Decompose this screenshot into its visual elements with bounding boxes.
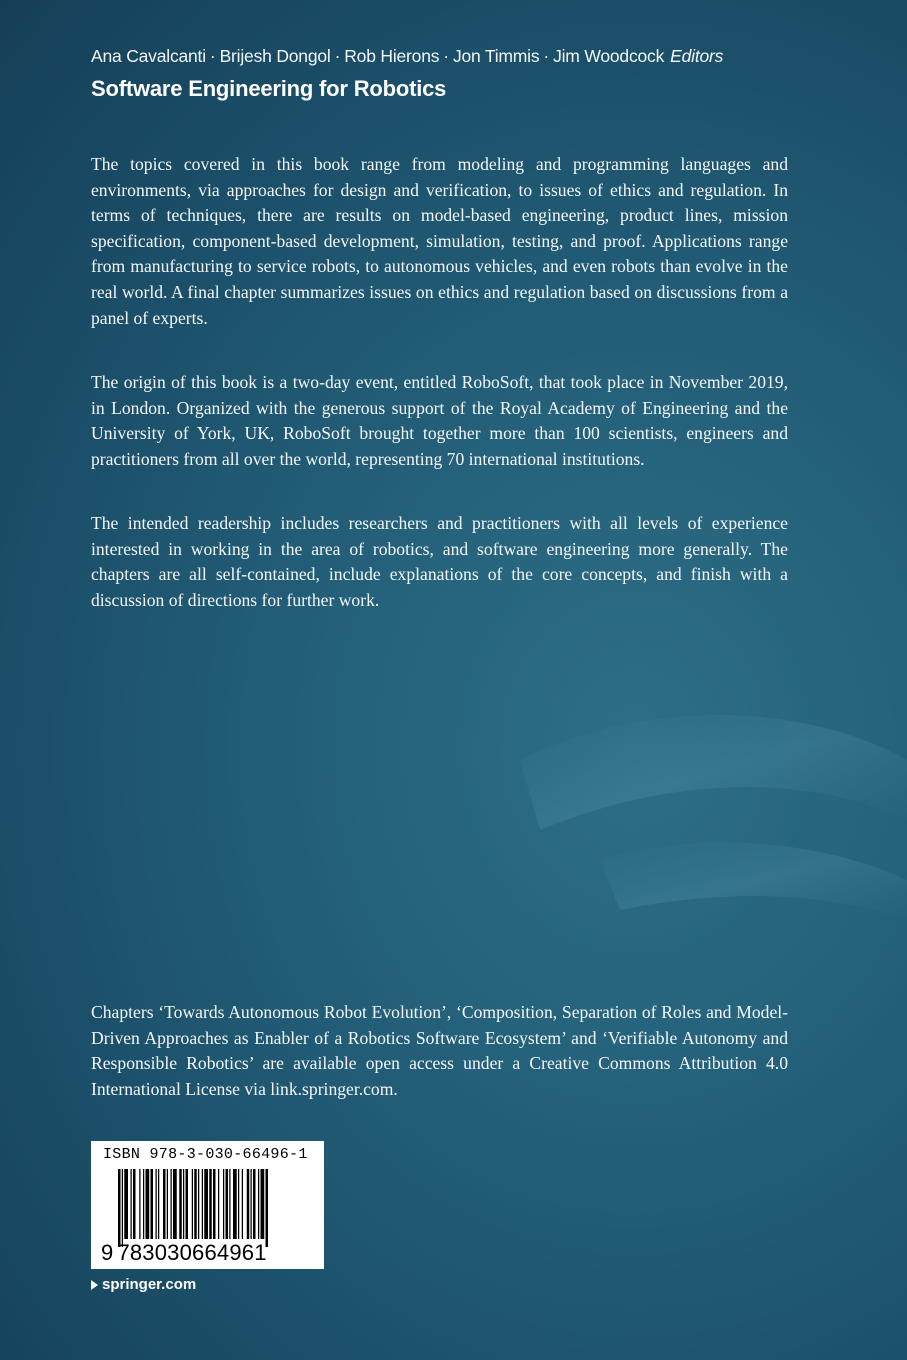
barcode-bar (186, 1169, 189, 1239)
barcode-bar (194, 1169, 197, 1239)
editor-separator: · (543, 46, 550, 66)
barcode-bar (122, 1169, 123, 1247)
barcode-bar (131, 1169, 132, 1239)
barcode-bar (229, 1169, 230, 1239)
barcode-bar (158, 1169, 159, 1239)
barcode-bar (242, 1169, 243, 1239)
editor-name: Ana Cavalcanti (91, 46, 206, 66)
barcode-bar (226, 1169, 229, 1239)
barcode-bar (179, 1169, 182, 1239)
barcode-bar (163, 1169, 166, 1239)
barcode-bar (133, 1169, 136, 1239)
editors-line (91, 46, 723, 67)
barcode-bar (151, 1169, 154, 1239)
springer-link-text: springer.com (102, 1276, 197, 1293)
editor-name: Jon Timmis (452, 46, 540, 66)
open-access-paragraph: Chapters ‘Towards Autonomous Robot Evolution’, ‘Composition, Separation of Roles and Model-Driven Approaches as Enabler of a Robotics Software Ecosystem’ and ‘Verifiable Autonomy and Responsible Robotics’ are available open access under a Creative Commons Attribution 4.0 International License via link.springer.com. (91, 1002, 788, 1099)
barcode-bar (118, 1169, 121, 1247)
readership-paragraph: The intended readership includes researchers and practitioners with all levels of experience interested in working in the area of robotics, and software engineering more generally. The chapters are all self-contained, include explanations of the core concepts, and finish with a discussion of directions for further work. (91, 513, 788, 610)
barcode-bar (209, 1169, 212, 1239)
editor-name: Brijesh Dongol (219, 46, 331, 66)
barcode-bar (146, 1169, 150, 1239)
barcode-bar (266, 1169, 269, 1247)
barcode-bar (156, 1169, 157, 1239)
isbn-digit-string: 783030664961 (117, 1240, 267, 1265)
barcode-bar (143, 1169, 144, 1239)
barcode-bar (192, 1169, 193, 1239)
barcode-bar (167, 1169, 168, 1239)
barcode-bar (258, 1169, 259, 1239)
book-title: Software Engineering for Robotics (91, 76, 447, 101)
barcode-bar (261, 1169, 265, 1239)
barcode-bar (171, 1169, 172, 1239)
barcode-bar (202, 1169, 203, 1239)
editor-name: Jim Woodcock (553, 46, 665, 66)
barcode-bar (251, 1169, 252, 1239)
barcode-bar (223, 1169, 224, 1239)
barcode-bar (139, 1169, 140, 1239)
barcode-bar (173, 1169, 177, 1239)
barcode-bar (233, 1169, 237, 1239)
barcode-bar (124, 1169, 128, 1239)
barcode-bar (218, 1169, 219, 1239)
editor-separator: · (209, 46, 216, 66)
editor-name: Rob Hierons (344, 46, 440, 66)
editor-separator: · (443, 46, 449, 66)
barcode-bar (204, 1169, 208, 1239)
barcode-bars (118, 1169, 308, 1249)
barcode-bar (247, 1169, 250, 1239)
springer-link[interactable] (91, 1276, 196, 1293)
barcode-bar (213, 1169, 216, 1239)
isbn-barcode (91, 1141, 324, 1269)
barcode-bar (198, 1169, 199, 1239)
isbn-lead-digit: 9 (101, 1240, 114, 1265)
isbn-label: ISBN 978-3-030-66496-1 (103, 1146, 308, 1163)
editor-separator: · (334, 46, 341, 66)
barcode-bar (238, 1169, 239, 1239)
arrow-right-icon (91, 1280, 98, 1290)
description-paragraph: The topics covered in this book range from modeling and programming languages and environments, via approaches for design and verification, to issues of ethics and regulation. In terms of techniques, there are results on model-based engineering, product lines, mission specification, component-based development, simulation, testing, and proof. Applications range from manufacturing to service robots, to autonomous vehicles, and even robots than evolve in the real world. A final chapter summarizes issues on ethics and regulation based on discussions from a panel of experts. (91, 154, 788, 328)
isbn-digits (101, 1240, 267, 1266)
barcode-bar (183, 1169, 184, 1239)
editors-role: Editors (670, 46, 724, 66)
barcode-bar (253, 1169, 256, 1239)
origin-paragraph: The origin of this book is a two-day event, entitled RoboSoft, that took place in November 2019, in London. Organized with the generous support of the Royal Academy of Engineering and the University of York, UK, RoboSoft brought together more than 100 scientists, engineers and practitioners from all over the world, representing 70 international institutions. (91, 372, 788, 469)
